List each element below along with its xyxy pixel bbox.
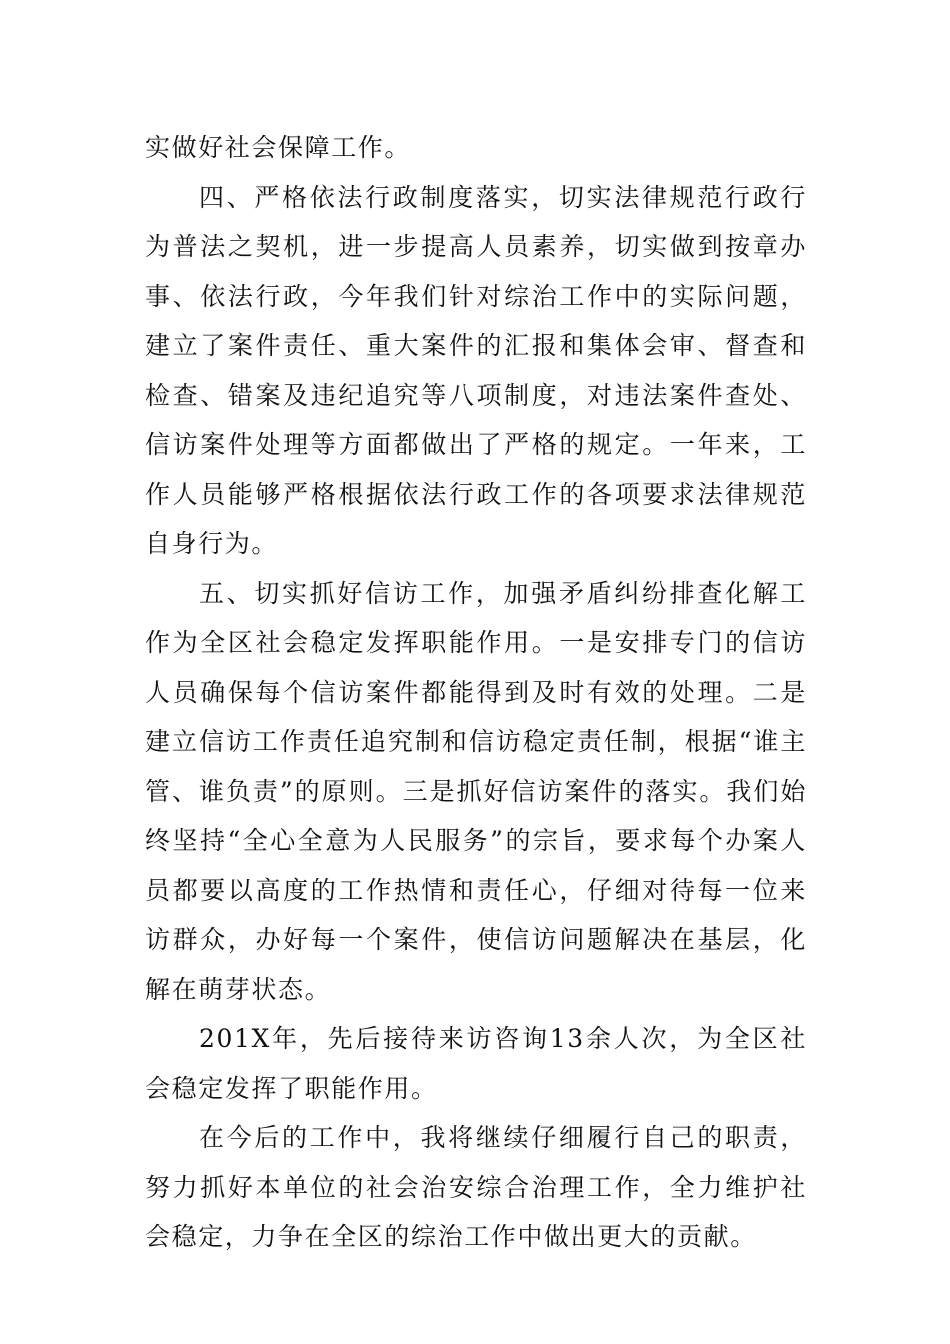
paragraph-continuation: 实做好社会保障工作。 <box>145 133 412 162</box>
paragraph-conclusion: 在今后的工作中，我将继续仔细履行自己的职责，努力抓好本单位的社会治安综合治理工作，全力维护社会稳定，力争在全区的综治工作中做出更大的贡献。 <box>145 1123 807 1251</box>
paragraph-section-four: 四、严格依法行政制度落实，切实法律规范行政行为普法之契机，进一步提高人员素养，切实做到按章办事、依法行政，今年我们针对综治工作中的实际问题，建立了案件责任、重大案件的汇报和集体会审、督查和检查、错案及违纪追究等八项制度，对违法案件查处、信访案件处理等方面都做出了严格的规定。一年来，工作人员能够严格根据依法行政工作的各项要求法律规范自身行为。 <box>145 182 807 558</box>
paragraph-section-five: 五、切实抓好信访工作，加强矛盾纠纷排查化解工作为全区社会稳定发挥职能作用。一是安排专门的信访人员确保每个信访案件都能得到及时有效的处理。二是建立信访工作责任追究制和信访稳定责任制，根据“谁主管、谁负责”的原则。三是抓好信访案件的落实。我们始终坚持“全心全意为人民服务”的宗旨，要求每个办案人员都要以高度的工作热情和责任心，仔细对待每一位来访群众，办好每一个案件，使信访问题解决在基层，化解在萌芽状态。 <box>145 578 807 1004</box>
paragraph-annual-summary: 201X年，先后接待来访咨询13余人次，为全区社会稳定发挥了职能作用。 <box>145 1024 807 1103</box>
document-body <box>145 123 807 1262</box>
